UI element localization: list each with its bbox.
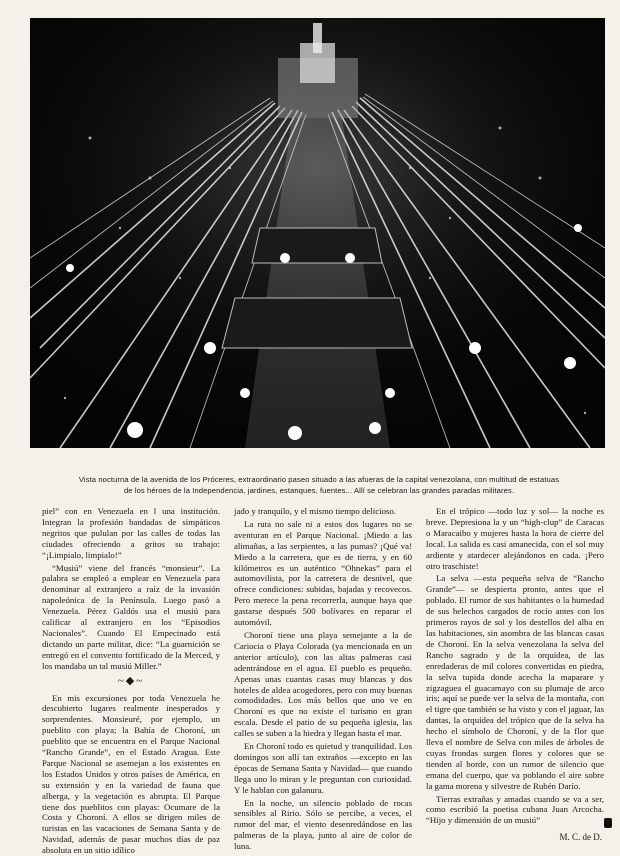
paragraph: En la noche, un silencio poblado de rocas sensibles al Ririo. Sólo se percibe, a veces, el rumor del mar, el viento desenredándose en las palmeras de la playa, junto al aire de color de luna. [234, 798, 412, 853]
paragraph: En mis excursiones por toda Venezuela he descubierto lugares realmente inesperados y sorprendentes. Monsieuré, por ejemplo, un pueblito con playa; la Bahía de Choroní, un pueblito que se encuentra en el Parque Nacional “Rancho Grande”, en el Estado Aragua. Este Parque Nacional se asemejan a los existentes en los Estados Unidos y otros países de América, en su extensión y en la variedad de fauna que alberga, y la vegetación es abrupta. El Parque tiene dos pueblitos con playas: Ocumare de la Costa y Choroní. A ellos se dirigen miles de turistas en las vacaciones de Semana Santa y de Navidad, además de pasar muchos días de paz absoluta en un sitio idílico [42, 693, 220, 856]
paragraph: piel” con en Venezuela en l una institución. Integran la profesión bandadas de simpáticos negritos que pululan por las calles de todas las ciudades ofreciendo a gritos su trabajo: “¡Limpialo, limpialo!” [42, 506, 220, 561]
photo-caption [34, 474, 604, 496]
caption-line-1: Vista nocturna de la avenida de los Próceres, extraordinario paseo situado a las afueras de la capital venezolana, con multitud de estatuas [34, 474, 604, 485]
paragraph: “Musiú” viene del francés “monsieur”. La palabra se empleó a emplear en Venezuela para denominar al extranjero a raíz de la invasión napoleónica de la Península. Luego pasó a Venezuela. Pérez Galdós usa el musiú para calificar al extranjero en los “Episodios Nacionales”. Cuando El Empecinado está dictando un parte militar, dice: “La guarnición se entregó en el convento fortificado de la Merced, y los mandaba un tal musiú Miller.” [42, 563, 220, 672]
column-2 [234, 506, 412, 826]
paragraph: La selva —esta pequeña selva de “Rancho Grande”— se despierta pronto, antes que el poblado. El rumor de sus habitantes o la humedad de sus helechos cargados de rocío antes con los primeros rayos de sol y los destellos del alba en las habitaciones, sin asombra de las blancas casas de Choroní. En la selva venezolana la selva del Rancho sagrado y de la orquídea, de las enredaderas de mil colores convertidas en piedra, la selva tupida donde acecha la maparare y zigzaguea el guacamayo con su plumaje de arco iris; aquí se puede ver la selva de la montaña, con el tigre que también se ha visto y con el jaguar, las dantas, la orquídea del trópico que de la selva ha hecho el símbolo de Choroní, y de la flor que lleva el nombre de Selva con miles de árboles de cuyas frondas surgen flores y colores que se tienden al borde, con un rumor de silencio que emana del cuerpo, que va poblando el aire sobre la gama morena y silvestre de Rubén Darío. [426, 573, 604, 791]
author-signature: M. C. de D. [426, 832, 604, 843]
paragraph: Tierras extrañas y amadas cuando se va a ser, como escribió la poetisa cubana Juan Arcocha. “Hijo y dimensión de un musiú” [426, 794, 604, 827]
paragraph: Choroní tiene una playa semejante a la de Cariocia o Playa Colorada (ya mencionada en un anterior artículo), con las altas palmeras casi adentrándose en el agua. El pueblo es pequeño. Apenas unas cuantas casas muy blancas y dos hoteles de aldea acogedores, pero con muy buenas comodidades. Los más bellos que uno ve en Choroní es que no existe el turismo en gran escala. Desde el patio de su pequeña iglesia, las calles se suben a la hiedra y llegan hasta el mar. [234, 630, 412, 739]
column-1 [42, 506, 220, 826]
paragraph: La ruta no sale ni a estos dos lugares no se aventuran en el Parque Nacional. ¡Miedo a las alimañas, a las serpientes, a las pumas? ¡Qué va! Miedo a la carretera, que es de tierra, y en 60 kilómetros es un auténtico “Ohnekas” para el automovilista, por la carretera de desnivel, que ofrece condiciones: subidas, bajadas y recovecos. Pero merece la pena recorrerla, aunque haya que gastarse después 500 bolívares en reparar el automóvil. [234, 519, 412, 628]
page-mark [604, 818, 612, 828]
paragraph: jado y tranquilo, y el mismo tiempo delicioso. [234, 506, 412, 517]
column-3 [426, 506, 604, 826]
paragraph: En el trópico —todo luz y sol— la noche es breve. Depresiona la y un “high-clup” de Caracas o Maracaibo y mujeres hasta la hora de cierre del local. La salida es casi amanecida, con el sol muy ardiente y atardecer alejándonos en cada. ¡Pero otro traschiste! [426, 506, 604, 571]
avenue-illustration [30, 18, 605, 448]
section-ornament: ~◆~ [42, 676, 220, 687]
night-avenue-photo [30, 18, 605, 448]
caption-line-2: de los héroes de la Independencia, jardines, estanques, fuentes... Allí se celebran las grandes paradas militares. [34, 485, 604, 496]
paragraph: En Choroní todo es quietud y tranquilidad. Los domingos son allí tan extraños —excepto en las épocas de Semana Santa y Navidad— que cuando llega uno lo miran y le preguntan con curiosidad. Y le hablan con galanura. [234, 741, 412, 796]
article-body [42, 506, 604, 826]
